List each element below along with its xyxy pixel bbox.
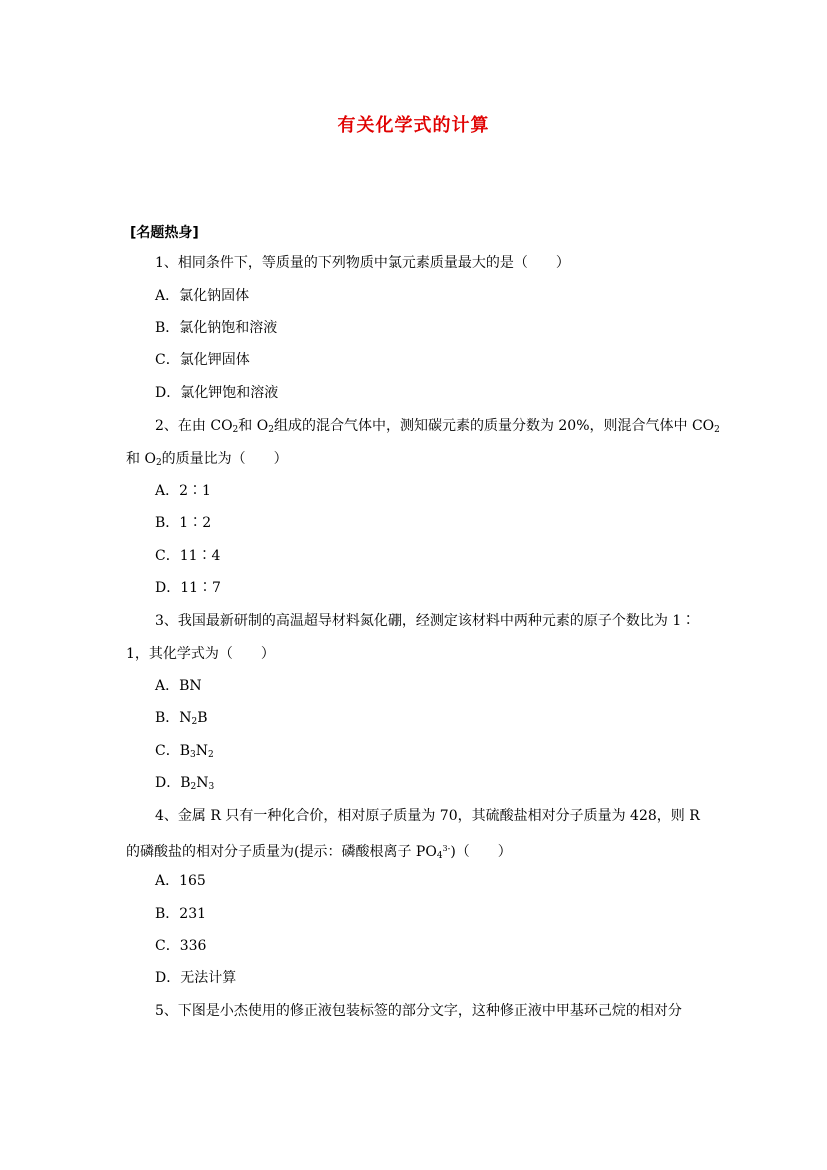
question-3-option-b: [155, 708, 208, 732]
q2-text-e: 的质量比为（ ）: [161, 451, 288, 467]
q4-text-a: 的磷酸盐的相对分子质量为(提示：磷酸根离子 PO: [126, 844, 437, 860]
q2-sub-3: 2: [714, 425, 720, 435]
question-4-option-d: D．无法计算: [155, 970, 237, 986]
question-4-option-b: B．231: [155, 906, 207, 922]
question-2-option-c: C．11∶4: [155, 548, 221, 564]
question-2-option-d: D．11∶7: [155, 580, 221, 596]
q3d-sub-1: 2: [190, 782, 197, 792]
q3b-sub: 2: [191, 717, 198, 727]
question-4-stem-line-2: [126, 839, 512, 866]
q2-sub-1: 2: [232, 425, 239, 435]
question-3-stem-line-1: 3、我国最新研制的高温超导材料氮化硼，经测定该材料中两种元素的原子个数比为 1∶: [155, 613, 696, 629]
question-4-option-c: C．336: [155, 938, 207, 954]
q3d-prefix: D．B: [155, 775, 191, 791]
q2-text-d: 和 O: [126, 451, 156, 467]
q4-sup: 3-: [442, 844, 451, 853]
question-2-option-b: B．1∶2: [155, 515, 212, 531]
document-title: 有关化学式的计算: [337, 115, 490, 136]
q4-text-b: )（ ）: [450, 844, 512, 860]
q3b-tail: B: [197, 710, 208, 726]
q3c-sub-1: 3: [190, 750, 196, 760]
question-1-option-d: D．氯化钾饱和溶液: [155, 385, 279, 401]
q3c-prefix: C．B: [155, 743, 190, 759]
question-4-option-a: A．165: [155, 873, 206, 889]
q2-text-a: 2、在由 CO: [155, 418, 233, 434]
question-1-option-a: A．氯化钠固体: [155, 288, 250, 304]
q3d-mid: N: [196, 775, 209, 791]
question-3-stem-line-2: 1，其化学式为（ ）: [126, 646, 275, 662]
question-1-option-c: C．氯化钾固体: [155, 352, 250, 368]
q2-text-b: 和 O: [238, 418, 269, 434]
question-2-option-a: A．2∶1: [155, 483, 211, 499]
section-heading: [名题热身]: [130, 225, 199, 241]
question-2-stem-line-2: [126, 449, 288, 473]
q3d-sub-2: 3: [208, 782, 215, 792]
question-1-stem: 1、相同条件下，等质量的下列物质中氯元素质量最大的是（ ）: [155, 255, 570, 271]
question-3-option-c: [155, 741, 214, 765]
question-1-option-b: B．氯化钠饱和溶液: [155, 320, 278, 336]
q3b-prefix: B．N: [155, 710, 192, 726]
q2-sub-2: 2: [268, 425, 274, 435]
question-2-stem-line-1: [155, 416, 720, 440]
question-4-stem-line-1: 4、金属 R 只有一种化合价，相对原子质量为 70，其硫酸盐相对分子质量为 428，则 R: [155, 808, 700, 824]
q2-sub-4: 2: [155, 458, 162, 468]
question-3-option-d: [155, 773, 214, 797]
question-3-option-a: A．BN: [155, 678, 202, 694]
q3c-mid: N: [195, 743, 208, 759]
q4-sub: 4: [436, 851, 443, 861]
q3c-sub-2: 2: [207, 750, 214, 760]
q2-text-c: 组成的混合气体中，测知碳元素的质量分数为 20%，则混合气体中 CO: [273, 418, 715, 434]
question-5-stem-line-1: 5、下图是小杰使用的修正液包装标签的部分文字，这种修正液中甲基环己烷的相对分: [155, 1003, 682, 1019]
